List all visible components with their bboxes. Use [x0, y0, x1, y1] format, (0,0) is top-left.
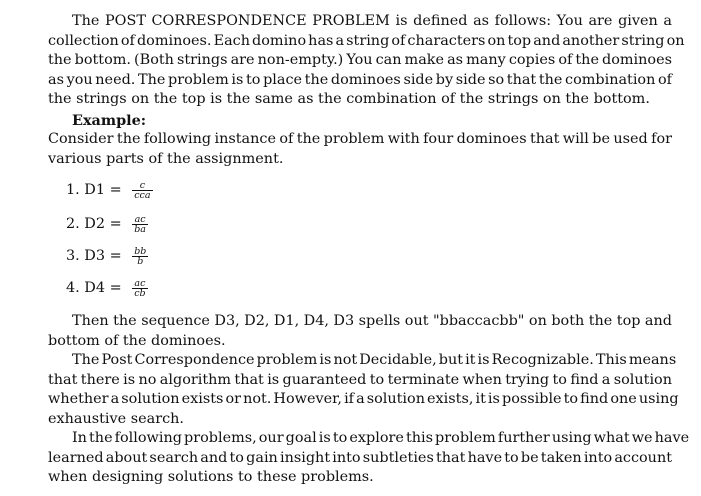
sequence-paragraph — [48, 312, 672, 351]
decidable-line: that there is no algorithm that is guaranteed to terminate when trying to find a solution — [48, 371, 672, 388]
domino-fraction — [132, 181, 152, 200]
domino-fraction — [132, 215, 148, 234]
decidable-line: whether a solution exists or not. However, if a solution exists, it is possible to find one using — [48, 391, 679, 408]
example-intro-line: Consider the following instance of the problem with four dominoes that will be used for — [48, 131, 672, 147]
sequence-line: Then the sequence D3, D2, D1, D4, D3 spells out "bbaccacbb" on both the top and — [72, 313, 672, 329]
domino-item-d1 — [66, 178, 153, 202]
sequence-line: bottom of the dominoes. — [48, 332, 226, 349]
intro-line: The POST CORRESPONDENCE PROBLEM is defined as follows: You are given a — [72, 13, 672, 29]
example-heading: Example: — [72, 112, 147, 129]
domino-bottom: cb — [134, 287, 146, 299]
goal-line: In the following problems, our goal is to explore this problem further using what we have — [72, 430, 690, 446]
domino-label: 3. D3 = — [66, 248, 127, 264]
domino-bottom: ba — [134, 223, 146, 235]
domino-fraction — [132, 247, 148, 266]
intro-paragraph — [48, 12, 685, 110]
domino-top: ac — [134, 213, 146, 225]
domino-item-d2 — [66, 212, 148, 236]
decidable-line: exhaustive search. — [48, 410, 185, 427]
intro-line: collection of dominoes. Each domino has a string of characters on top and another string on — [48, 32, 685, 49]
decidable-paragraph — [48, 351, 679, 429]
domino-top: c — [139, 179, 146, 191]
example-intro-paragraph — [48, 130, 672, 169]
domino-item-d4 — [66, 276, 148, 300]
example-intro-line: various parts of the assignment. — [48, 150, 284, 167]
domino-bottom: cca — [134, 189, 151, 201]
intro-line: as you need. The problem is to place the dominoes side by side so that the combination of — [48, 71, 672, 88]
goal-paragraph — [48, 429, 690, 488]
domino-top: bb — [134, 245, 147, 257]
intro-line: the bottom. (Both strings are non-empty.) You can make as many copies of the dominoes — [48, 52, 672, 69]
goal-line: learned about search and to gain insight into subtleties that have to be taken into account — [48, 449, 672, 466]
domino-label: 1. D1 = — [66, 182, 127, 198]
goal-line: when designing solutions to these problems. — [48, 469, 374, 486]
domino-item-d3 — [66, 244, 148, 268]
domino-top: ac — [134, 277, 146, 289]
domino-bottom: b — [137, 255, 144, 267]
domino-label: 2. D2 = — [66, 216, 127, 232]
decidable-line: The Post Correspondence problem is not Decidable, but it is Recognizable. This means — [72, 352, 677, 368]
intro-line: the strings on the top is the same as the combination of the strings on the bottom. — [48, 91, 650, 108]
domino-label: 4. D4 = — [66, 280, 127, 296]
domino-fraction — [132, 279, 147, 298]
